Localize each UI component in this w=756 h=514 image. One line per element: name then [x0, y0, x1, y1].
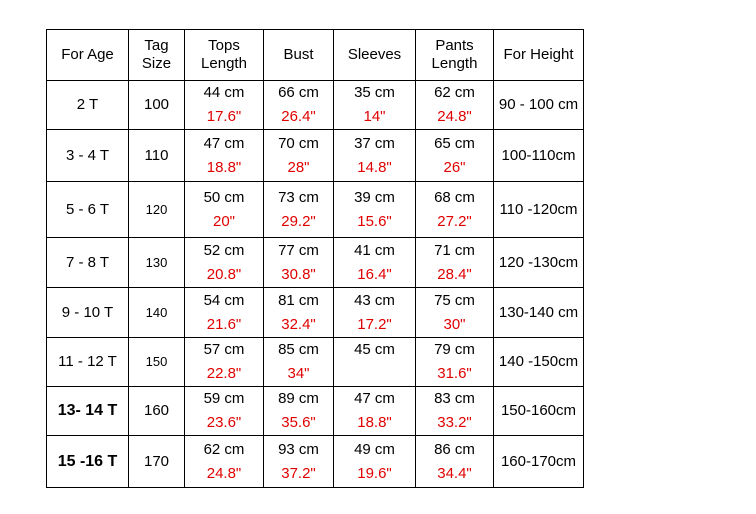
sleeves-cm-value: 39 cm — [354, 188, 395, 206]
bust-cell — [264, 387, 334, 436]
age-cell: 5 - 6 T — [47, 182, 129, 238]
age-cell: 9 - 10 T — [47, 288, 129, 338]
tops-cm-value: 50 cm — [203, 188, 245, 206]
sleeves-inch-value: 14.8" — [357, 158, 392, 176]
pants-cm-value: 83 cm — [434, 390, 475, 407]
sleeves-cell — [334, 436, 416, 488]
pants-inch-value: 33.2" — [437, 414, 472, 431]
sleeves-cell — [334, 387, 416, 436]
sleeves-cell — [334, 130, 416, 182]
bust-cell — [264, 81, 334, 130]
pants-cm-value: 71 cm — [434, 241, 475, 259]
header-for-height: For Height — [494, 30, 584, 81]
bust-cell — [264, 338, 334, 387]
bust-cm-value: 73 cm — [278, 188, 319, 206]
age-cell: 15 -16 T — [47, 436, 129, 488]
table-row — [47, 182, 584, 238]
sleeves-cm-value: 35 cm — [354, 84, 395, 101]
header-row — [47, 30, 584, 81]
tops-cell — [185, 338, 264, 387]
bust-cell — [264, 436, 334, 488]
pants-cell — [416, 238, 494, 288]
sleeves-cm-value: 37 cm — [354, 134, 395, 152]
header-pants-line1: Pants — [435, 37, 474, 54]
table-row — [47, 81, 584, 130]
bust-cm-value: 66 cm — [278, 84, 319, 101]
tops-inch-value: 22.8" — [206, 365, 242, 382]
tops-inch-value: 24.8" — [206, 464, 242, 482]
bust-cell — [264, 130, 334, 182]
bust-cm-value: 77 cm — [278, 241, 319, 259]
sleeves-cm-value: 47 cm — [354, 390, 395, 407]
pants-inch-value: 27.2" — [437, 212, 472, 230]
tops-cell — [185, 182, 264, 238]
pants-inch-value: 31.6" — [437, 365, 472, 382]
tops-cell — [185, 436, 264, 488]
table-row — [47, 387, 584, 436]
tag-size-cell: 150 — [129, 338, 185, 387]
bust-inch-value: 28" — [287, 158, 310, 176]
tops-inch-value: 20" — [212, 212, 235, 230]
age-cell: 11 - 12 T — [47, 338, 129, 387]
tops-cell — [185, 288, 264, 338]
sleeves-cm-value: 41 cm — [354, 241, 395, 259]
age-cell: 2 T — [47, 81, 129, 130]
tops-cm-value: 57 cm — [203, 341, 245, 358]
bust-inch-value: 29.2" — [281, 212, 316, 230]
tops-cm-value: 54 cm — [203, 291, 245, 309]
sleeves-inch-value: 17.2" — [357, 315, 392, 333]
age-cell: 3 - 4 T — [47, 130, 129, 182]
bust-inch-value: 32.4" — [281, 315, 316, 333]
pants-cell — [416, 387, 494, 436]
tag-size-cell: 110 — [129, 130, 185, 182]
size-rows — [47, 81, 584, 488]
pants-cell — [416, 81, 494, 130]
header-tops-line2: Length — [201, 55, 247, 72]
tops-cell — [185, 130, 264, 182]
tag-size-cell: 130 — [129, 238, 185, 288]
height-cell: 90 - 100 cm — [494, 81, 584, 130]
header-pants-length — [416, 30, 494, 81]
height-cell: 110 -120cm — [494, 182, 584, 238]
table-row — [47, 338, 584, 387]
header-bust: Bust — [264, 30, 334, 81]
bust-inch-value: 30.8" — [281, 265, 316, 283]
header-tops-length — [185, 30, 264, 81]
tag-size-cell: 120 — [129, 182, 185, 238]
header-tag-line2: Size — [141, 55, 172, 72]
tops-inch-value: 17.6" — [206, 108, 242, 125]
bust-cell — [264, 238, 334, 288]
header-tag-line1: Tag — [144, 37, 169, 54]
pants-inch-value: 34.4" — [437, 464, 472, 482]
bust-cm-value: 93 cm — [278, 440, 319, 458]
tops-inch-value: 23.6" — [206, 414, 242, 431]
height-cell: 130-140 cm — [494, 288, 584, 338]
pants-cm-value: 65 cm — [434, 134, 475, 152]
bust-inch-value: 26.4" — [281, 108, 316, 125]
height-cell: 160-170cm — [494, 436, 584, 488]
pants-cm-value: 62 cm — [434, 84, 475, 101]
pants-inch-value: 24.8" — [437, 108, 472, 125]
pants-cell — [416, 182, 494, 238]
header-for-age: For Age — [47, 30, 129, 81]
header-sleeves: Sleeves — [334, 30, 416, 81]
sleeves-cell — [334, 288, 416, 338]
pants-inch-value: 30" — [443, 315, 466, 333]
pants-cell — [416, 130, 494, 182]
sleeves-inch-value — [334, 362, 415, 386]
pants-inch-value: 28.4" — [437, 265, 472, 283]
sleeves-inch-value: 18.8" — [357, 414, 392, 431]
bust-inch-value: 37.2" — [281, 464, 316, 482]
sleeves-inch-value: 16.4" — [357, 265, 392, 283]
pants-cell — [416, 338, 494, 387]
tops-cell — [185, 81, 264, 130]
tops-cm-value: 62 cm — [203, 440, 245, 458]
tops-cm-value: 52 cm — [203, 241, 245, 259]
pants-cm-value: 79 cm — [434, 341, 475, 358]
sleeves-cell — [334, 81, 416, 130]
tops-cm-value: 59 cm — [203, 390, 245, 407]
sleeves-cell — [334, 238, 416, 288]
pants-cell — [416, 288, 494, 338]
header-pants-line2: Length — [431, 55, 478, 72]
bust-cell — [264, 182, 334, 238]
tops-cell — [185, 238, 264, 288]
bust-cm-value: 85 cm — [278, 341, 319, 358]
pants-cell — [416, 436, 494, 488]
sleeves-inch-value: 15.6" — [357, 212, 392, 230]
tag-size-cell: 140 — [129, 288, 185, 338]
height-cell: 150-160cm — [494, 387, 584, 436]
sleeves-inch-value: 14" — [363, 108, 386, 125]
bust-inch-value: 34" — [287, 365, 310, 382]
tops-cm-value: 47 cm — [203, 134, 245, 152]
pants-cm-value: 75 cm — [434, 291, 475, 309]
bust-cm-value: 81 cm — [278, 291, 319, 309]
pants-cm-value: 68 cm — [434, 188, 475, 206]
bust-cm-value: 89 cm — [278, 390, 319, 407]
pants-cm-value: 86 cm — [434, 440, 475, 458]
sleeves-inch-value: 19.6" — [357, 464, 392, 482]
sleeves-cm-value: 43 cm — [354, 291, 395, 309]
size-chart-table — [46, 29, 584, 488]
height-cell: 120 -130cm — [494, 238, 584, 288]
tag-size-cell: 160 — [129, 387, 185, 436]
tops-cm-value: 44 cm — [203, 84, 245, 101]
sleeves-cell — [334, 338, 416, 387]
pants-inch-value: 26" — [443, 158, 466, 176]
age-cell: 13- 14 T — [47, 387, 129, 436]
height-cell: 140 -150cm — [494, 338, 584, 387]
sleeves-cm-value: 45 cm — [354, 341, 395, 358]
bust-cell — [264, 288, 334, 338]
height-cell: 100-110cm — [494, 130, 584, 182]
table-row — [47, 238, 584, 288]
header-tops-line1: Tops — [208, 37, 240, 54]
tops-inch-value: 18.8" — [206, 158, 242, 176]
bust-inch-value: 35.6" — [281, 414, 316, 431]
tops-inch-value: 21.6" — [206, 315, 242, 333]
bust-cm-value: 70 cm — [278, 134, 319, 152]
age-cell: 7 - 8 T — [47, 238, 129, 288]
tag-size-cell: 170 — [129, 436, 185, 488]
sleeves-cell — [334, 182, 416, 238]
tag-size-cell: 100 — [129, 81, 185, 130]
table-row — [47, 130, 584, 182]
tops-cell — [185, 387, 264, 436]
table-row — [47, 436, 584, 488]
table-row — [47, 288, 584, 338]
sleeves-cm-value: 49 cm — [354, 440, 395, 458]
tops-inch-value: 20.8" — [206, 265, 242, 283]
header-tag-size — [129, 30, 185, 81]
